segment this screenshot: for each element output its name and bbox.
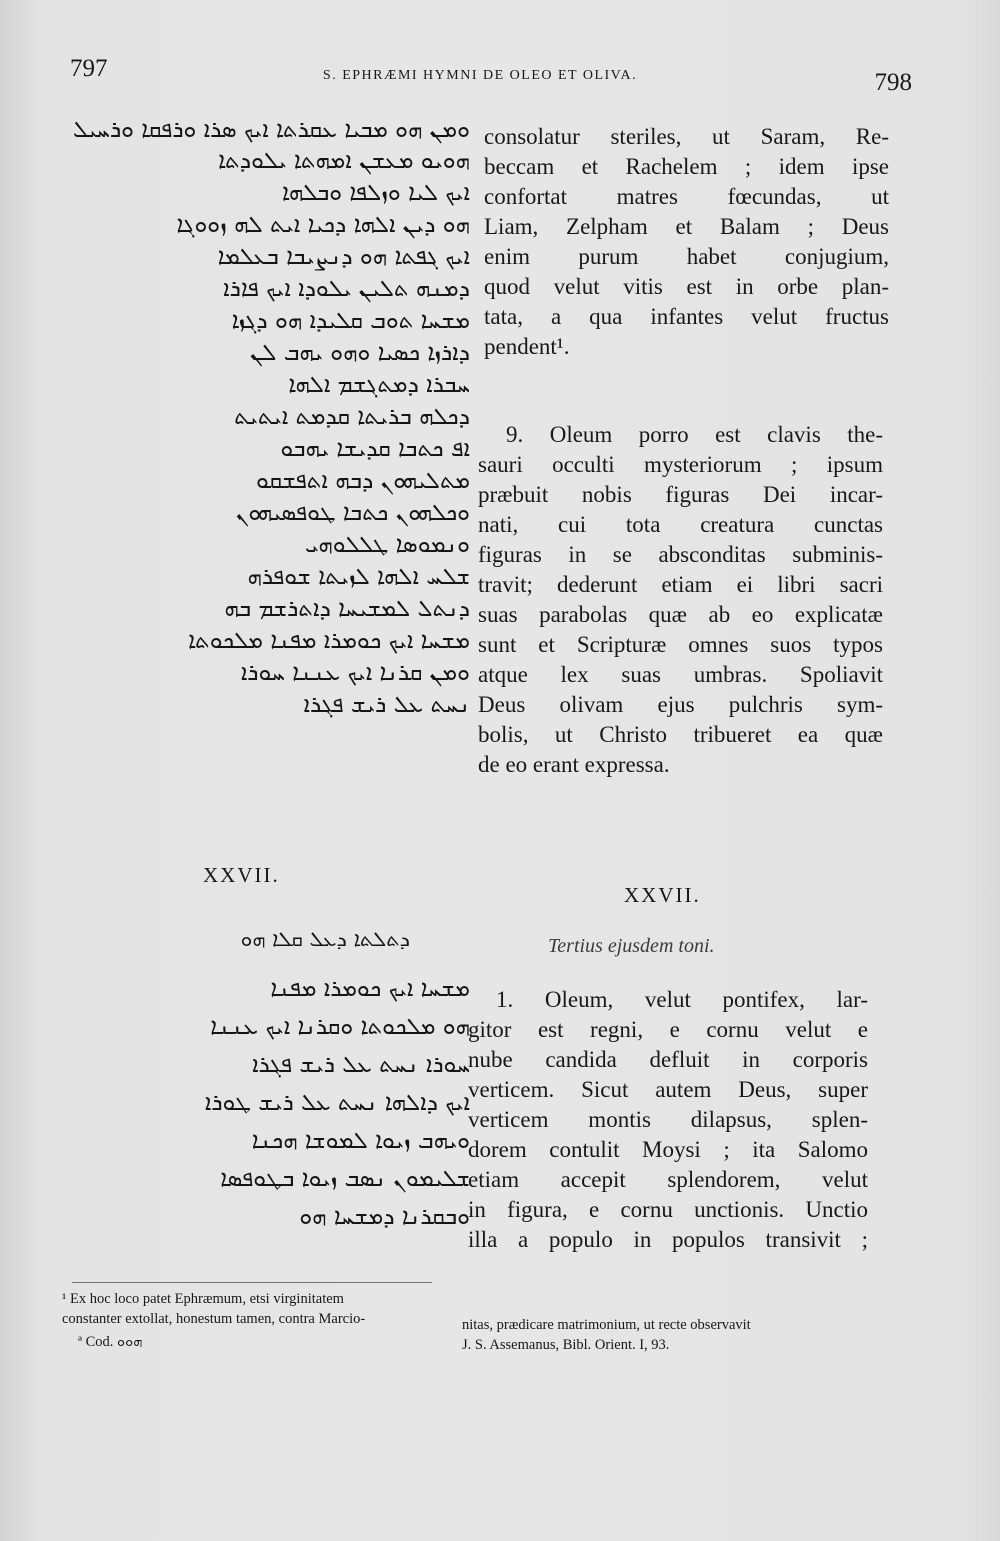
latin-line: confortat matres fœcundas, ut bbox=[484, 184, 889, 209]
syriac-section-number: XXVII. bbox=[203, 863, 280, 887]
syriac-line: ܐܦ ܟܬܒܐ ܩܕܝܫܐ ܝܗܒܘ bbox=[280, 436, 470, 462]
latin-line: in figura, e cornu unctionis. Unctio bbox=[468, 1197, 868, 1222]
latin-line: etiam accepit splendorem, velut bbox=[468, 1167, 868, 1192]
syriac-line: ܘܟܠܗܘܢ ܟܬܒܐ ܛܘܦܣܝܗܘܢ bbox=[235, 500, 470, 526]
syriac-line: ܘܝܗܒ ܙܝܘܐ ܠܡܘܫܐ ܗܟܢܐ bbox=[251, 1128, 470, 1154]
syriac-line: ܫܠܝܡܘܢ ܢܣܒ ܙܝܘܐ ܒܛܘܦܣܐ bbox=[220, 1166, 470, 1192]
footnote-line: ª Cod. ܗܘܘ bbox=[78, 1334, 143, 1350]
latin-line: enim purum habet conjugium, bbox=[484, 244, 889, 269]
latin-line: illa a populo in populos transivit ; bbox=[468, 1227, 868, 1252]
syriac-subtitle: ܕܬܠܬܐ ܕܥܠ ܩܠܐ ܗܘ bbox=[240, 927, 410, 951]
running-title: S. EPHRÆMI HYMNI DE OLEO ET OLIVA. bbox=[322, 68, 638, 83]
syriac-line: ܚܒܪܐ ܕܡܬܓܫܡ ܐܠܗܐ bbox=[288, 372, 470, 398]
latin-line: atque lex suas umbras. Spoliavit bbox=[478, 662, 883, 687]
left-page-number: 797 bbox=[70, 55, 108, 82]
latin-line: præbuit nobis figuras Dei incar- bbox=[478, 482, 883, 507]
latin-line: verticem montis dilapsus, splen- bbox=[468, 1107, 868, 1132]
latin-section-number: XXVII. bbox=[624, 883, 701, 907]
syriac-line: ܐܝܟ ܕܐܠܗܐ ܢܚܬ ܥܠ ܪܝܫ ܛܘܪܐ bbox=[204, 1090, 470, 1116]
syriac-line: ܡܬܠܝܗܘܢ ܕܒܗ ܐܬܦܫܩܘ bbox=[255, 468, 470, 494]
syriac-line: ܗܘܝܘ ܡܥܫܢ ܐܡܗܬܐ ܝܠܘܕܬܐ bbox=[218, 148, 470, 174]
latin-line: beccam et Rachelem ; idem ipse bbox=[484, 154, 889, 179]
latin-line: travit; dederunt etiam ei libri sacri bbox=[478, 572, 883, 597]
latin-line: Liam, Zelpham et Balam ; Deus bbox=[484, 214, 889, 239]
syriac-line: ܘܢܡܘܣܐ ܛܠܠܘܗܝ bbox=[304, 532, 470, 558]
latin-subtitle: Tertius ejusdem toni. bbox=[548, 935, 715, 957]
syriac-line: ܢܚܬ ܥܠ ܪܝܫ ܦܓܪܐ bbox=[303, 692, 470, 718]
syriac-line: ܘܡܢ ܩܪܢܐ ܐܝܟ ܥܢܢܐ ܚܘܪܐ bbox=[240, 660, 470, 686]
syriac-line: ܡܫܚܐ ܐܝܟ ܟܘܡܪܐ ܡܦܢܐ ܡܠܟܘܬܐ bbox=[188, 628, 470, 654]
latin-line: 9. Oleum porro est clavis the- bbox=[506, 422, 883, 447]
syriac-line: ܫܠܚ ܐܠܗܐ ܠܙܝܬܐ ܫܘܦܪܗ bbox=[247, 564, 470, 590]
footnote-line: nitas, prædicare matrimonium, ut recte observavit bbox=[462, 1317, 751, 1333]
syriac-line: ܚܘܪܐ ܢܚܬ ܥܠ ܪܝܫ ܦܓܪܐ bbox=[252, 1052, 470, 1078]
syriac-line: ܕܟܠܗ ܒܪܝܬܐ ܩܕܡܬ ܐܝܬܝܬ bbox=[234, 404, 470, 430]
latin-line: sauri occulti mysteriorum ; ipsum bbox=[478, 452, 883, 477]
latin-line: 1. Oleum, velut pontifex, lar- bbox=[496, 987, 868, 1012]
right-page-number: 798 bbox=[874, 69, 912, 96]
latin-line: Deus olivam ejus pulchris sym- bbox=[478, 692, 883, 717]
syriac-line: ܗܘ ܕܝܢ ܐܠܗܐ ܕܟܝܐ ܐܝܬ ܠܗ ܙܘܘܓܐ bbox=[176, 212, 470, 238]
syriac-line: ܘܡܢ ܗܘ ܡܒܝܐ ܥܩܪܬܐ ܐܝܟ ܣܪܐ ܘܪܦܩܐ ܘܪܚܝܠ bbox=[72, 117, 470, 143]
syriac-line: ܐܝܟ ܓܦܬܐ ܗܘ ܕܢܨܝܒܐ ܒܥܠܡܐ bbox=[217, 244, 470, 270]
latin-line: tata, a qua infantes velut fructus bbox=[484, 304, 889, 329]
syriac-line: ܐܝܟ ܠܝܐ ܘܙܠܦܐ ܘܒܠܗܐ bbox=[281, 180, 470, 206]
footnote-line: J. S. Assemanus, Bibl. Orient. I, 93. bbox=[462, 1337, 670, 1353]
page-header bbox=[70, 55, 912, 96]
footnote-line: constanter extollat, honestum tamen, contra Marcio- bbox=[62, 1311, 366, 1327]
syriac-line: ܡܫܚܐ ܐܝܟ ܟܘܡܪܐ ܡܦܢܐ bbox=[270, 976, 470, 1002]
syriac-line: ܕܐܪܙܐ ܟܣܝܐ ܘܗܘ ܝܗܒ ܠܢ bbox=[250, 340, 470, 366]
latin-line: figuras in se absconditas subminis- bbox=[478, 542, 883, 567]
syriac-line: ܘܒܩܪܢܐ ܕܡܫܚܐ ܗܘ bbox=[299, 1204, 470, 1230]
latin-line: consolatur steriles, ut Saram, Re- bbox=[484, 124, 889, 149]
latin-line: quod velut vitis est in orbe plan- bbox=[484, 274, 889, 299]
latin-line: dorem contulit Moysi ; ita Salomo bbox=[468, 1137, 868, 1162]
syriac-line: ܕܡܢܗ ܬܠܝܢ ܝܠܘܕܐ ܐܝܟ ܦܐܪܐ bbox=[223, 276, 470, 302]
syriac-line: ܗܘ ܡܠܟܘܬܐ ܘܩܪܢܐ ܐܝܟ ܥܢܢܐ bbox=[210, 1014, 470, 1040]
latin-line: nati, cui tota creatura cunctas bbox=[478, 512, 883, 537]
latin-line: gitor est regni, e cornu velut e bbox=[468, 1017, 868, 1042]
latin-line: sunt et Scripturæ omnes suos typos bbox=[478, 632, 883, 657]
footnote-rule-left bbox=[72, 1282, 432, 1283]
footnote-line: ¹ Ex hoc loco patet Ephræmum, etsi virginitatem bbox=[62, 1291, 344, 1307]
latin-line: de eo erant expressa. bbox=[478, 752, 670, 777]
latin-line: suas parabolas quæ ab eo explicatæ bbox=[478, 602, 883, 627]
latin-line: verticem. Sicut autem Deus, super bbox=[468, 1077, 868, 1102]
latin-line: nube candida defluit in corporis bbox=[468, 1047, 868, 1072]
syriac-line: ܕܢܬܠ ܠܡܫܝܚܐ ܕܐܬܪܫܡ ܒܗ bbox=[224, 596, 470, 622]
latin-line: bolis, ut Christo tribueret ea quæ bbox=[478, 722, 883, 747]
latin-line: pendent¹. bbox=[484, 334, 570, 359]
syriac-line: ܡܫܚܐ ܬܘܒ ܩܠܝܕܐ ܗܘ ܕܓܙܐ bbox=[231, 308, 470, 334]
